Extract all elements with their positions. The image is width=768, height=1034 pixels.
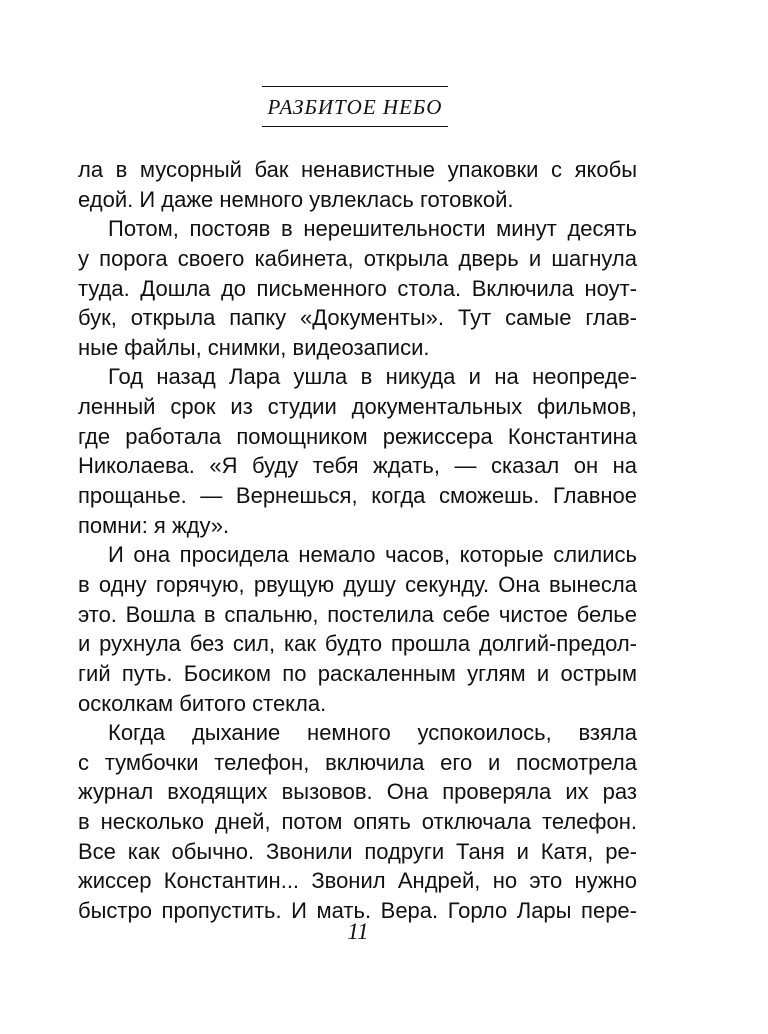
text-line: ные файлы, снимки, видеозаписи. [78, 334, 430, 360]
text-line: осколкам битого стекла. [78, 690, 327, 716]
text-line: едой. И даже немного увлеклась готовкой. [78, 186, 514, 212]
header-rule-top [262, 86, 448, 87]
running-header [262, 86, 448, 130]
text-line: где работала помощником режиссера Константина [78, 423, 637, 449]
header-rule-bottom [262, 126, 448, 127]
page-number: 11 [347, 919, 369, 944]
text-line: ленный срок из студии документальных фильмов, [78, 394, 637, 420]
text-line: в несколько дней, потом опять отключала телефон. [78, 809, 637, 835]
text-line: И она просидела немало часов, которые слились [108, 542, 637, 568]
text-line: туда. Дошла до письменного стола. Включила ноут- [78, 275, 637, 301]
text-line: Когда дыхание немного успокоилось, взяла [108, 720, 637, 746]
running-header-title: РАЗБИТОЕ НЕБО [267, 95, 443, 119]
text-line: с тумбочки телефон, включила его и посмотрела [78, 749, 637, 775]
text-line: у порога своего кабинета, открыла дверь и шагнула [78, 245, 637, 271]
body-text [78, 155, 637, 926]
text-line: быстро пропустить. И мать. Вера. Горло Лары пере- [78, 898, 637, 924]
text-line: журнал входящих вызовов. Она проверяла их раз [78, 779, 637, 805]
text-line: жиссер Константин... Звонил Андрей, но это нужно [78, 868, 637, 894]
text-line: ла в мусорный бак ненавистные упаковки с якобы [78, 157, 637, 182]
text-line: в одну горячую, рвущую душу секунду. Она вынесла [78, 571, 637, 597]
text-line: бук, открыла папку «Документы». Тут самые глав- [78, 305, 637, 331]
text-line: это. Вошла в спальню, постелила себе чистое белье [78, 601, 637, 627]
text-line: прощанье. — Вернешься, когда сможешь. Главное [78, 483, 637, 509]
text-line: Все как обычно. Звонили подруги Таня и Катя, ре- [78, 838, 637, 864]
text-line: Потом, постояв в нерешительности минут десять [108, 216, 637, 242]
text-line: помни: я жду». [78, 512, 230, 538]
text-line: и рухнула без сил, как будто прошла долгий-предол- [78, 631, 637, 657]
text-line: Николаева. «Я буду тебя ждать, — сказал он на [78, 453, 637, 479]
text-line: Год назад Лара ушла в никуда и на неопреде- [108, 364, 637, 390]
text-line: гий путь. Босиком по раскаленным углям и острым [78, 660, 637, 686]
